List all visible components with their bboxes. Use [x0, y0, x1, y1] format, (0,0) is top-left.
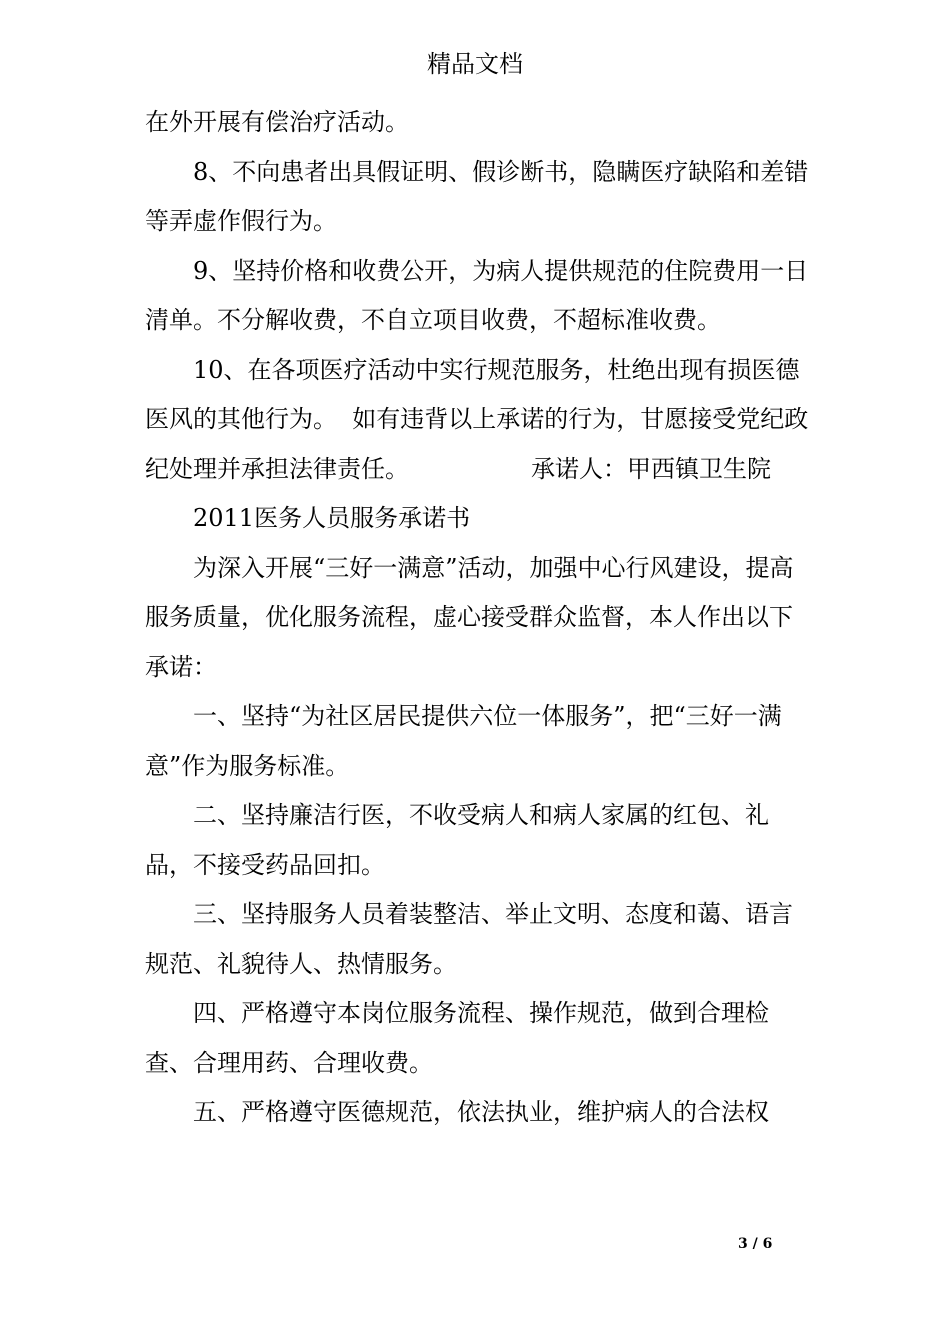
- page-number: 3 / 6: [738, 1236, 773, 1252]
- paragraph-item-9: 9、坚持价格和收费公开，为病人提供规范的住院费用一日清单。不分解收费，不自立项目收费，不超标准收费。: [145, 256, 809, 334]
- page-header-title: 精品文档: [427, 50, 523, 78]
- paragraph-item-10: 10、在各项医疗活动中实行规范服务，杜绝出现有损医德医风的其他行为。 如有违背以上承诺的行为，甘愿接受党纪政纪处理并承担法律责任。 承诺人：甲西镇卫生院: [145, 355, 809, 483]
- paragraph-pledge-5: 五、严格遵守医德规范，依法执业，维护病人的合法权: [193, 1098, 769, 1126]
- paragraph-pledge-4: 四、严格遵守本岗位服务流程、操作规范，做到合理检查、合理用药、合理收费。: [145, 999, 769, 1077]
- paragraph-intro: 为深入开展“三好一满意”活动，加强中心行风建设，提高服务质量，优化服务流程，虚心接受群众监督，本人作出以下承诺：: [145, 553, 794, 681]
- paragraph-pledge-1: 一、坚持“为社区居民提供六位一体服务”，把“三好一满意”作为服务标准。: [145, 702, 782, 780]
- paragraph-item-8: 8、不向患者出具假证明、假诊断书，隐瞒医疗缺陷和差错等弄虚作假行为。: [145, 157, 809, 235]
- document-body: [145, 98, 815, 1138]
- paragraph-pledge-2: 二、坚持廉洁行医，不收受病人和病人家属的红包、礼品，不接受药品回扣。: [145, 801, 769, 879]
- section-title: 2011医务人员服务承诺书: [193, 504, 471, 532]
- paragraph-continuation: 在外开展有偿治疗活动。: [145, 108, 409, 136]
- paragraph-pledge-3: 三、坚持服务人员着装整洁、举止文明、态度和蔼、语言规范、礼貌待人、热情服务。: [145, 900, 793, 978]
